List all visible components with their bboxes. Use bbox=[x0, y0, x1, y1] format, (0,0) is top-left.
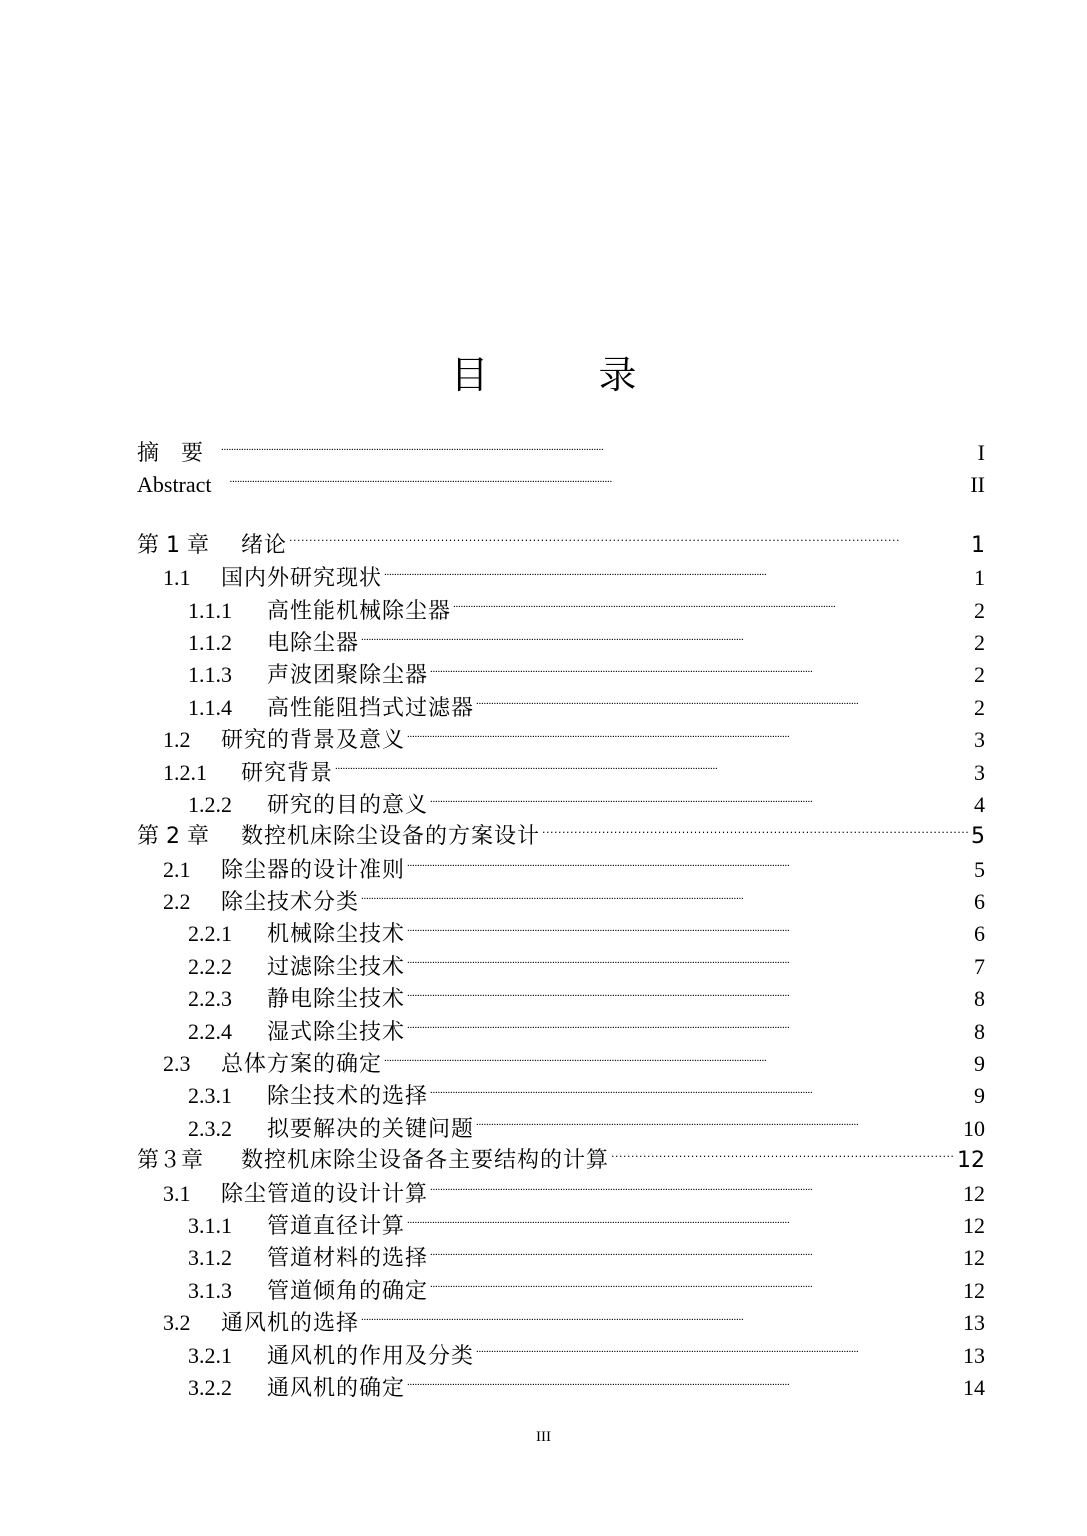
toc-entry-number: 3.1.3 bbox=[188, 1277, 232, 1303]
dot-leader bbox=[335, 758, 972, 780]
toc-page-number: 8 bbox=[974, 1018, 985, 1044]
toc-entry-number: 1.1.3 bbox=[188, 662, 232, 688]
toc-entry-number: 3.1.1 bbox=[188, 1212, 232, 1238]
toc-entry-number: 1.2.1 bbox=[163, 759, 207, 785]
toc-page-number: 1 bbox=[971, 532, 985, 558]
toc-section-entry[interactable] bbox=[137, 1210, 985, 1242]
toc-entry-title: 除尘器的设计准则 bbox=[221, 856, 406, 882]
toc-entry-title: 高性能阻挡式过滤器 bbox=[267, 694, 475, 720]
toc-section-entry[interactable] bbox=[137, 1275, 985, 1307]
table-of-contents bbox=[137, 437, 985, 1404]
toc-page-number: 2 bbox=[974, 629, 985, 655]
toc-entry-number: 第３章 bbox=[137, 1148, 204, 1174]
toc-section-entry[interactable] bbox=[137, 951, 985, 983]
toc-entry-title: 通风机的作用及分类 bbox=[267, 1342, 475, 1368]
toc-entry-title: 研究背景 bbox=[241, 759, 334, 785]
dot-leader bbox=[476, 693, 972, 715]
toc-page-number: 6 bbox=[974, 889, 985, 915]
dot-leader bbox=[361, 887, 972, 909]
dot-leader bbox=[430, 660, 972, 682]
toc-section-entry[interactable] bbox=[137, 1242, 985, 1274]
toc-section-entry[interactable] bbox=[137, 1307, 985, 1339]
toc-entry-title: 静电除尘技术 bbox=[267, 986, 406, 1012]
toc-page-number: 12 bbox=[963, 1212, 985, 1238]
toc-entry-title: 机械除尘技术 bbox=[267, 921, 406, 947]
toc-section-entry[interactable] bbox=[137, 757, 985, 789]
dot-leader bbox=[384, 563, 972, 585]
toc-section-entry[interactable] bbox=[137, 595, 985, 627]
dot-leader bbox=[407, 1373, 961, 1395]
dot-leader bbox=[611, 1145, 955, 1167]
toc-entry-title: 国内外研究现状 bbox=[221, 565, 383, 591]
dot-leader bbox=[542, 821, 969, 843]
toc-page-number: 2 bbox=[974, 694, 985, 720]
toc-page-number: 3 bbox=[974, 759, 985, 785]
toc-page-number: 13 bbox=[963, 1310, 985, 1336]
toc-section-entry[interactable] bbox=[137, 886, 985, 918]
toc-page-number: 13 bbox=[963, 1342, 985, 1368]
toc-section-entry[interactable] bbox=[137, 983, 985, 1015]
dot-leader bbox=[407, 725, 972, 747]
toc-entry-number: 2.3.2 bbox=[188, 1115, 232, 1141]
toc-entry-title: 过滤除尘技术 bbox=[267, 953, 406, 979]
toc-entry-title: 总体方案的确定 bbox=[221, 1051, 383, 1077]
dot-leader bbox=[430, 1179, 961, 1201]
toc-page-number: 3 bbox=[974, 727, 985, 753]
toc-chapter-entry[interactable] bbox=[137, 821, 985, 853]
toc-entry-title: 声波团聚除尘器 bbox=[267, 662, 429, 688]
toc-section-entry[interactable] bbox=[137, 1178, 985, 1210]
toc-section-entry[interactable] bbox=[137, 789, 985, 821]
dot-leader bbox=[361, 628, 972, 650]
toc-entry-title: 绪论 bbox=[241, 532, 288, 558]
dot-leader bbox=[476, 1341, 961, 1363]
toc-entry-title: 拟要解决的关键问题 bbox=[267, 1115, 475, 1141]
toc-entry-number: 1.1.2 bbox=[188, 629, 232, 655]
toc-section-entry[interactable] bbox=[137, 724, 985, 756]
toc-entry-title: 数控机床除尘设备的方案设计 bbox=[241, 824, 541, 850]
toc-entry-number: 2.3 bbox=[163, 1051, 191, 1077]
toc-entry-number: 2.1 bbox=[163, 856, 191, 882]
toc-page-number: 12 bbox=[963, 1180, 985, 1206]
toc-page-number: 2 bbox=[974, 597, 985, 623]
toc-entry-number: 2.3.1 bbox=[188, 1083, 232, 1109]
toc-entry-number: 3.1 bbox=[163, 1180, 191, 1206]
toc-section-entry[interactable] bbox=[137, 1372, 985, 1404]
toc-section-entry[interactable] bbox=[137, 1113, 985, 1145]
toc-page-number: II bbox=[970, 472, 985, 498]
toc-entry-title: 除尘管道的设计计算 bbox=[221, 1180, 429, 1206]
toc-entry-title: 研究的背景及意义 bbox=[221, 727, 406, 753]
toc-entry-label: Abstract bbox=[137, 472, 212, 498]
toc-entry-label: 摘 要 bbox=[137, 440, 204, 465]
toc-entry-number: 3.2.2 bbox=[188, 1374, 232, 1400]
toc-entry-title: 管道材料的选择 bbox=[267, 1245, 429, 1271]
toc-page-number: 6 bbox=[974, 921, 985, 947]
toc-entry-abstract-cn[interactable] bbox=[137, 437, 985, 469]
toc-section-entry[interactable] bbox=[137, 918, 985, 950]
toc-page-number: I bbox=[977, 440, 985, 465]
toc-entry-title: 研究的目的意义 bbox=[267, 791, 429, 817]
toc-entry-title: 除尘技术的选择 bbox=[267, 1083, 429, 1109]
toc-page-number: 12 bbox=[963, 1245, 985, 1271]
toc-section-entry[interactable] bbox=[137, 1048, 985, 1080]
toc-entry-title: 高性能机械除尘器 bbox=[267, 597, 452, 623]
toc-entry-abstract-en[interactable] bbox=[137, 469, 985, 501]
dot-leader bbox=[430, 790, 972, 812]
toc-entry-number: 3.1.2 bbox=[188, 1245, 232, 1271]
toc-page-number: 9 bbox=[974, 1051, 985, 1077]
dot-leader bbox=[476, 1114, 961, 1136]
toc-page-number: 7 bbox=[974, 953, 985, 979]
toc-page-number: 2 bbox=[974, 662, 985, 688]
toc-entry-number: 1.1.1 bbox=[188, 597, 232, 623]
toc-page-number: 14 bbox=[963, 1374, 985, 1400]
toc-entry-number: 1.1.4 bbox=[188, 694, 232, 720]
dot-leader bbox=[430, 1243, 961, 1265]
toc-entry-number: 2.2.4 bbox=[188, 1018, 232, 1044]
toc-chapter-entry[interactable] bbox=[137, 1145, 985, 1177]
toc-entry-number: 1.1 bbox=[163, 565, 191, 591]
toc-page-number: 9 bbox=[974, 1083, 985, 1109]
toc-section-entry[interactable] bbox=[137, 1340, 985, 1372]
toc-entry-number: 第 1 章 bbox=[137, 532, 209, 558]
dot-leader bbox=[230, 470, 969, 492]
toc-entry-title: 管道倾角的确定 bbox=[267, 1277, 429, 1303]
toc-entry-number: 第 2 章 bbox=[137, 824, 209, 850]
dot-leader bbox=[407, 952, 972, 974]
toc-entry-title: 通风机的选择 bbox=[221, 1310, 360, 1336]
toc-section-entry[interactable] bbox=[137, 627, 985, 659]
dot-leader bbox=[407, 984, 972, 1006]
dot-leader bbox=[430, 1276, 961, 1298]
toc-entry-title: 电除尘器 bbox=[267, 629, 360, 655]
dot-leader bbox=[289, 530, 969, 552]
page-title: 目 录 bbox=[450, 353, 673, 397]
toc-page-number: 4 bbox=[974, 791, 985, 817]
toc-entry-number: 2.2.1 bbox=[188, 921, 232, 947]
dot-leader bbox=[453, 596, 972, 618]
dot-leader bbox=[407, 855, 972, 877]
toc-section-entry[interactable] bbox=[137, 1016, 985, 1048]
toc-page-number: 12 bbox=[957, 1148, 985, 1174]
dot-leader bbox=[407, 919, 972, 941]
toc-page-number: 5 bbox=[971, 824, 985, 850]
toc-section-entry[interactable] bbox=[137, 659, 985, 691]
toc-section-entry[interactable] bbox=[137, 1080, 985, 1112]
toc-entry-number: 1.2.2 bbox=[188, 791, 232, 817]
toc-chapter-entry[interactable] bbox=[137, 530, 985, 562]
toc-entry-number: 2.2.2 bbox=[188, 953, 232, 979]
toc-section-entry[interactable] bbox=[137, 854, 985, 886]
toc-page-number: 5 bbox=[974, 856, 985, 882]
toc-page-number: 12 bbox=[963, 1277, 985, 1303]
toc-entry-title: 管道直径计算 bbox=[267, 1212, 406, 1238]
dot-leader bbox=[384, 1049, 972, 1071]
toc-page-number: 1 bbox=[974, 565, 985, 591]
dot-leader bbox=[361, 1308, 961, 1330]
toc-page-number: 8 bbox=[974, 986, 985, 1012]
dot-leader bbox=[407, 1211, 961, 1233]
toc-entry-title: 湿式除尘技术 bbox=[267, 1018, 406, 1044]
toc-entry-number: 3.2 bbox=[163, 1310, 191, 1336]
toc-entry-title: 通风机的确定 bbox=[267, 1374, 406, 1400]
toc-section-entry[interactable] bbox=[137, 562, 985, 594]
toc-entry-number: 3.2.1 bbox=[188, 1342, 232, 1368]
dot-leader bbox=[221, 438, 976, 460]
toc-entry-title: 数控机床除尘设备各主要结构的计算 bbox=[241, 1148, 610, 1174]
toc-entry-list bbox=[137, 530, 985, 1405]
toc-page-number: 10 bbox=[963, 1115, 985, 1141]
toc-entry-number: 2.2.3 bbox=[188, 986, 232, 1012]
dot-leader bbox=[407, 1017, 972, 1039]
toc-entry-number: 1.2 bbox=[163, 727, 191, 753]
toc-entry-number: 2.2 bbox=[163, 889, 191, 915]
toc-entry-title: 除尘技术分类 bbox=[221, 889, 360, 915]
page-number-footer: III bbox=[536, 1429, 551, 1445]
dot-leader bbox=[430, 1081, 972, 1103]
toc-section-entry[interactable] bbox=[137, 692, 985, 724]
